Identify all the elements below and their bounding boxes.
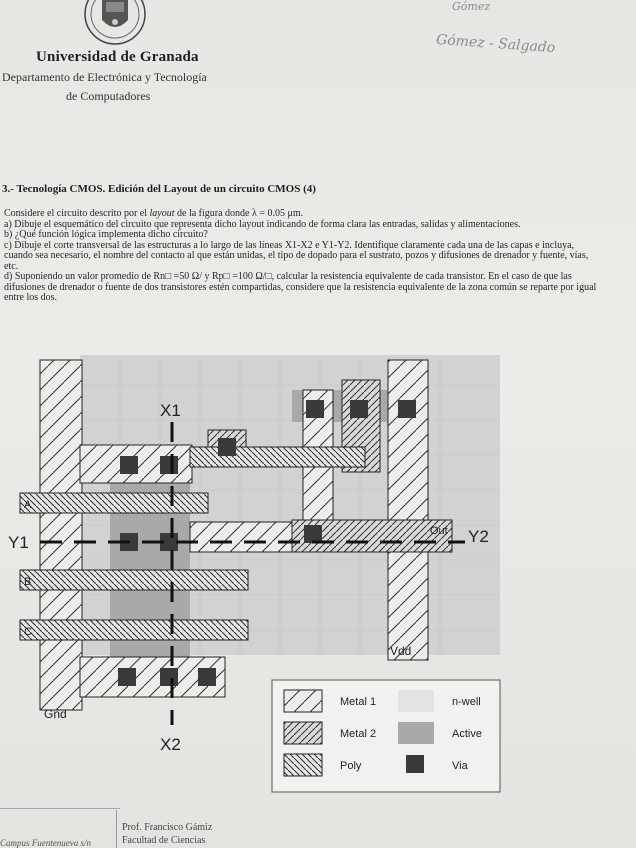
footer-separator <box>116 810 117 848</box>
legend-via-swatch <box>406 755 424 773</box>
question-intro: Considere el circuito descrito por el layout de la figura donde λ = 0.05 μm. <box>4 208 304 219</box>
legend-poly-label: Poly <box>340 760 362 772</box>
legend-metal2-label: Metal 2 <box>340 728 377 740</box>
label-input-a: A <box>24 499 32 511</box>
metal1-gnd-rail <box>40 360 82 710</box>
legend-nwell-swatch <box>398 690 434 712</box>
handwriting-name: Gómez - Salgado <box>435 31 556 57</box>
legend-active-swatch <box>398 722 434 744</box>
legend-metal2-swatch <box>284 722 322 744</box>
label-x1: X1 <box>160 401 181 420</box>
question-part-a: a) Dibuje el esquemático del circuito que representa dicho layout indicando de forma clara las entradas, salidas y alimentaciones. <box>4 218 521 230</box>
question-title: 3.- Tecnología CMOS. Edición del Layout de un circuito CMOS (4) <box>2 183 316 195</box>
poly-input-c <box>20 620 248 640</box>
legend-via-label: Via <box>452 760 468 772</box>
label-x2: X2 <box>160 735 181 754</box>
question-part-d: d) Suponiendo un valor promedio de Rn□ =50 Ω/ y Rp□ =100 Ω/□, calcular la resistencia equivalente de cada transistor. En el caso de que las difusiones de drenador o fuente de dos transistores estén compartidas, considere que la resistencia equivalente de la zona común se reparte por igual entre los dos. <box>4 271 597 303</box>
cmos-layout-figure <box>0 350 520 805</box>
label-y2: Y2 <box>468 527 489 546</box>
university-name: Universidad de Granada <box>36 49 199 65</box>
poly-input-b <box>20 570 248 590</box>
footer-campus: Campus Fuentenueva s/n <box>0 838 91 848</box>
question-part-b: b) ¿Qué función lógica implementa dicho circuito? <box>4 229 208 240</box>
legend-metal1-swatch <box>284 690 322 712</box>
label-out: Out <box>430 525 448 537</box>
legend-metal1-label: Metal 1 <box>340 696 377 708</box>
label-y1: Y1 <box>8 533 29 552</box>
footer-faculty: Facultad de Ciencias <box>122 835 206 846</box>
question-body <box>4 209 604 304</box>
department-line1: Departamento de Electrónica y Tecnología <box>2 70 207 84</box>
footer-divider <box>0 808 120 809</box>
legend-poly-swatch <box>284 754 322 776</box>
label-vdd: Vdd <box>390 644 412 658</box>
question-part-c: c) Dibuje el corte transversal de las estructuras a lo largo de las líneas X1-X2 e Y1-Y2. Identifique claramente cada una de las capas e incluya, cuando sea necesario, el nombre del contacto al que están unidas, el tipo de dopado para el sustrato, pozos y difusiones de drenador y fuente, vías, etc. <box>4 239 589 272</box>
label-gnd: Gnd <box>44 707 67 721</box>
university-seal-logo <box>80 0 150 46</box>
poly-input-a <box>20 493 208 513</box>
handwriting-top: Gómez <box>452 0 491 13</box>
label-input-b: B <box>24 576 32 588</box>
poly-top <box>190 447 365 467</box>
legend-nwell-label: n-well <box>452 696 481 708</box>
footer-professor: Prof. Francisco Gámiz <box>122 822 213 833</box>
legend-active-label: Active <box>452 728 482 740</box>
label-input-c: C <box>24 626 32 638</box>
department-line2: de Computadores <box>66 89 151 103</box>
